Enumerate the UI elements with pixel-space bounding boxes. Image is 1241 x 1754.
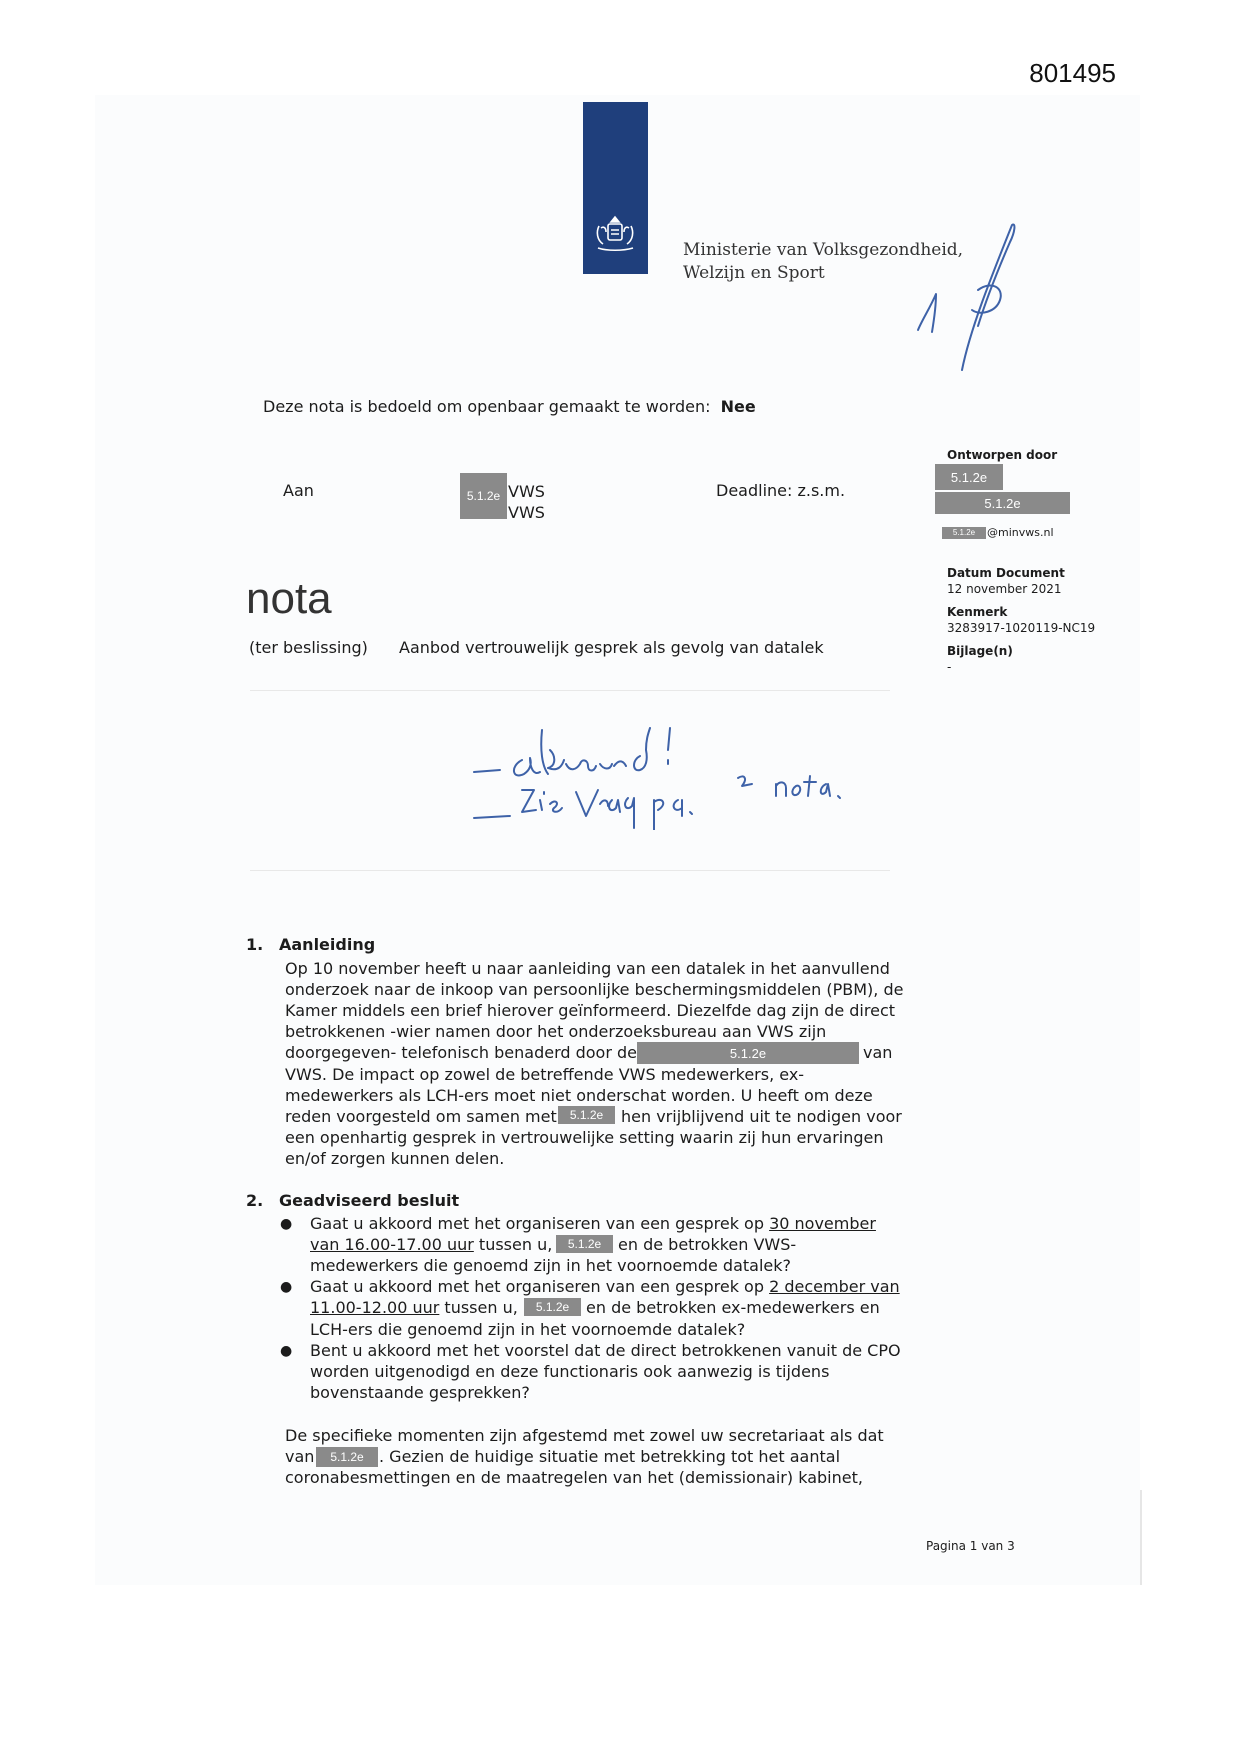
section-2-number: 2. <box>246 1191 264 1210</box>
text-line: LCH-ers die genoemd zijn in het voornoemde datalek? <box>310 1320 746 1339</box>
redaction-box: 5.1.2e <box>316 1447 378 1467</box>
text-line: van 16.00-17.00 uur tussen u, <box>310 1235 553 1254</box>
date-value: 12 november 2021 <box>947 582 1062 596</box>
ministry-line-2: Welzijn en Sport <box>683 263 825 283</box>
document-subject: Aanbod vertrouwelijk gesprek als gevolg van datalek <box>399 638 824 657</box>
text-line: worden uitgenodigd en deze functionaris ook aanwezig is tijdens <box>310 1362 830 1381</box>
addressee <box>508 481 545 523</box>
text-line: Gaat u akkoord met het organiseren van een gesprek op 30 november <box>310 1214 876 1233</box>
date-label: Datum Document <box>947 566 1065 580</box>
section-1-number: 1. <box>246 935 264 954</box>
author-email: @minvws.nl <box>987 526 1054 539</box>
page-number: Pagina 1 van 3 <box>926 1539 1015 1553</box>
publication-statement <box>263 397 756 416</box>
redaction-box: 5.1.2e <box>460 473 507 519</box>
attachments-label: Bijlage(n) <box>947 644 1013 658</box>
text-line: doorgegeven- telefonisch benaderd door de <box>285 1043 637 1062</box>
text-line: van <box>863 1043 893 1062</box>
redaction-box: 5.1.2e <box>935 464 1003 490</box>
text-line: een openhartig gesprek in vertrouwelijke setting waarin zij hun ervaringen <box>285 1128 884 1147</box>
text-line: VWS. De impact op zowel de betreffende VWS medewerkers, ex- <box>285 1065 805 1084</box>
text-line: medewerkers als LCH-ers moet niet onderschat worden. U heeft om deze <box>285 1086 873 1105</box>
text-line: bovenstaande gesprekken? <box>310 1383 530 1402</box>
text-line: Bent u akkoord met het voorstel dat de direct betrokkenen vanuit de CPO <box>310 1341 901 1360</box>
section-2-body <box>280 1213 930 1487</box>
text-line: coronabesmettingen en de maatregelen van het (demissionair) kabinet, <box>285 1468 863 1487</box>
bullet-icon: ● <box>280 1216 293 1232</box>
coat-of-arms-icon <box>593 214 638 254</box>
divider <box>250 690 890 691</box>
scan-edge <box>1140 1490 1142 1585</box>
text-line: en de betrokken ex-medewerkers en <box>586 1298 880 1317</box>
redaction-box: 5.1.2e <box>556 1235 613 1253</box>
handwritten-annotation <box>470 720 910 830</box>
designed-by-label: Ontworpen door <box>947 448 1058 462</box>
addressee-line-1: VWS <box>508 482 545 501</box>
document-category: (ter beslissing) <box>249 638 368 657</box>
text-line: van <box>285 1447 315 1466</box>
reference-value: 3283917-1020119-NC19 <box>947 621 1096 635</box>
divider <box>250 870 890 871</box>
text-line: 11.00-12.00 uur tussen u, <box>310 1298 518 1317</box>
text-line: Kamer middels een brief hierover geïnformeerd. Diezelfde dag zijn de direct <box>285 1001 896 1020</box>
text-line: Gaat u akkoord met het organiseren van een gesprek op 2 december van <box>310 1277 900 1296</box>
text-line: . Gezien de huidige situatie met betrekking tot het aantal <box>379 1447 841 1466</box>
bullet-icon: ● <box>280 1279 293 1295</box>
text-line: onderzoek naar de inkoop van persoonlijke beschermingsmiddelen (PBM), de <box>285 980 904 999</box>
text-line: betrokkenen -wier namen door het onderzoeksbureau aan VWS zijn <box>285 1022 827 1041</box>
section-2-heading: Geadviseerd besluit <box>279 1191 460 1210</box>
attachments-value: - <box>947 660 952 674</box>
publication-value: Nee <box>720 397 756 416</box>
text-line: De specifieke momenten zijn afgestemd met zowel uw secretariaat als dat <box>285 1426 884 1445</box>
redaction-box: 5.1.2e <box>637 1042 859 1064</box>
addressee-line-2: VWS <box>508 503 545 522</box>
document-number: 801495 <box>1029 58 1116 88</box>
deadline: Deadline: z.s.m. <box>716 481 846 500</box>
addressee-label: Aan <box>283 481 314 500</box>
bullet-icon: ● <box>280 1343 293 1359</box>
text-line: reden voorgesteld om samen met <box>285 1107 557 1126</box>
text-line: en/of zorgen kunnen delen. <box>285 1149 505 1168</box>
handwritten-signature <box>900 220 1060 380</box>
reference-label: Kenmerk <box>947 605 1008 619</box>
text-line: hen vrijblijvend uit te nodigen voor <box>621 1107 902 1126</box>
text-line: Op 10 november heeft u naar aanleiding van een datalek in het aanvullend <box>285 959 890 978</box>
text-line: en de betrokken VWS- <box>618 1235 797 1254</box>
redaction-box: 5.1.2e <box>558 1106 615 1124</box>
publication-label: Deze nota is bedoeld om openbaar gemaakt te worden: <box>263 397 711 416</box>
government-logo <box>583 102 648 274</box>
redaction-box: 5.1.2e <box>942 527 986 539</box>
redaction-box: 5.1.2e <box>935 492 1070 514</box>
redaction-box: 5.1.2e <box>524 1298 581 1316</box>
document-type: nota <box>246 574 332 623</box>
section-1-heading: Aanleiding <box>279 935 376 954</box>
ministry-line-1: Ministerie van Volksgezondheid, <box>683 240 964 260</box>
section-1-body <box>285 958 925 1218</box>
text-line: medewerkers die genoemd zijn in het voornoemde datalek? <box>310 1256 792 1275</box>
